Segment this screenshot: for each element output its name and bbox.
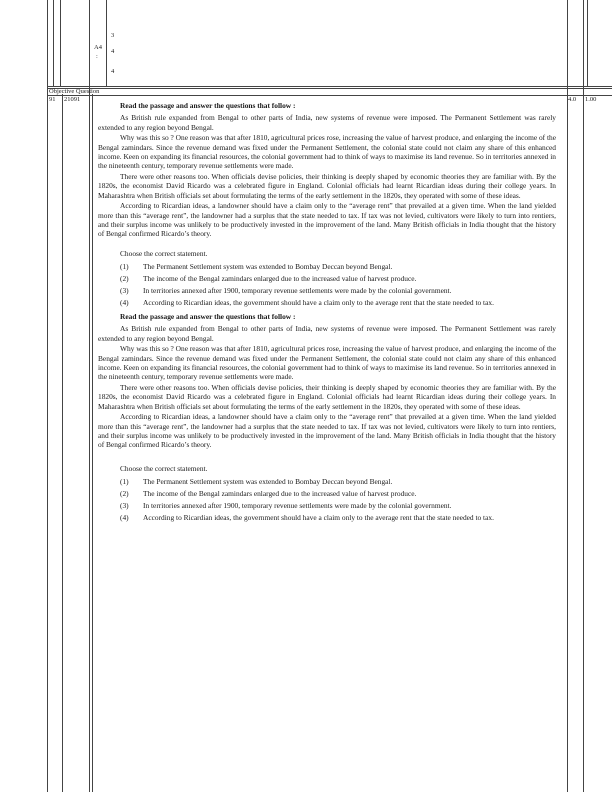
passage-paragraph: There were other reasons too. When officials devise policies, their thinking is deeply shaped by economic theories they are familiar with. By the 1820s, the economist David Ricardo was a celebrated figure in England. Colonial officials had learnt Ricardian ideas during their college years. In Maharashtra when British officials set about formulating the terms of the early settlement in the 1820s, they operated with some of these ideas.: [98, 383, 556, 411]
question-serial: 91: [49, 96, 56, 103]
question-prompt: Choose the correct statement.: [120, 463, 208, 473]
option-number: (4): [120, 512, 129, 522]
passage-paragraph: According to Ricardian ideas, a landowner should have a claim only to the “average rent” that prevailed at a given time. When the land yielded more than this “average rent”, the landowner had a surplus that the state needed to tax. If tax was not levied, cultivators were likely to turn into rentiers, and their surplus income was unlikely to be productively invested in the improvement of the land. Many British officials in India thought that the history of Bengal confirmed Ricardo’s theory.: [98, 201, 556, 239]
header-number-bottom: 4: [111, 68, 115, 75]
passage-heading: Read the passage and answer the questions that follow :: [120, 311, 296, 321]
column-divider-id-inner: [92, 94, 93, 792]
header-colon: :: [96, 53, 98, 60]
header-label-a4: A4: [94, 44, 102, 51]
option-number: (4): [120, 297, 129, 307]
option-number: (3): [120, 285, 129, 295]
question-negative-marks: 1.00: [585, 96, 597, 103]
option-number: (1): [120, 261, 129, 271]
passage-paragraph: As British rule expanded from Bengal to other parts of India, new systems of revenue were imposed. The Permanent Settlement was rarely extended to any region beyond Bengal.: [98, 324, 556, 343]
option-text: The income of the Bengal zamindars enlarged due to the increased value of harvest produce.: [143, 273, 417, 283]
question-content: [98, 101, 556, 524]
options-list: [98, 262, 556, 307]
header-number-top: 3: [111, 32, 115, 39]
option-number: (2): [120, 488, 129, 498]
row-divider-top: [47, 86, 612, 87]
option-text: According to Ricardian ideas, the government should have a claim only to the average rent that the state needed to tax.: [143, 512, 494, 522]
passage-paragraph: Why was this so ? One reason was that after 1810, agricultural prices rose, increasing the value of harvest produce, and enlarging the income of the Bengal zamindars. Since the revenue demand was fixed under the Permanent Settlement, the colonial state could not claim any share of this enhanced income. Keen on expanding its financial resources, the colonial government had to think of ways to maximise its land revenue. So in territories annexed in the nineteenth century, temporary revenue settlements were made.: [98, 133, 556, 171]
option-number: (3): [120, 500, 129, 510]
passage-paragraph: According to Ricardian ideas, a landowner should have a claim only to the “average rent” that prevailed at a given time. When the land yielded more than this “average rent”, the landowner had a surplus that the state needed to tax. If tax was not levied, cultivators were likely to turn into rentiers, and their surplus income was unlikely to be productively invested in the improvement of the land. Many British officials in India thought that the history of Bengal confirmed Ricardo’s theory.: [98, 412, 556, 450]
question-id: 21091: [64, 96, 81, 103]
table-border-left-inner: [53, 0, 54, 86]
options-list: [98, 477, 556, 522]
option-number: (1): [120, 476, 129, 486]
option-text: In territories annexed after 1900, temporary revenue settlements were made by the colonial government.: [143, 500, 452, 510]
row-divider-top2: [47, 88, 612, 89]
option-3[interactable]: [120, 501, 544, 510]
passage-paragraph: There were other reasons too. When officials devise policies, their thinking is deeply shaped by economic theories they are familiar with. By the 1820s, the economist David Ricardo was a celebrated figure in England. Colonial officials had learnt Ricardian ideas during their college years. In Maharashtra when British officials set about formulating the terms of the early settlement in the 1820s, they operated with some of these ideas.: [98, 172, 556, 200]
option-4[interactable]: [120, 298, 544, 307]
option-text: The Permanent Settlement system was extended to Bombay Deccan beyond Bengal.: [143, 476, 393, 486]
option-4[interactable]: [120, 513, 544, 522]
option-text: The Permanent Settlement system was extended to Bombay Deccan beyond Bengal.: [143, 261, 393, 271]
table-border-left-inner2: [60, 0, 61, 86]
passage-paragraph: Why was this so ? One reason was that after 1810, agricultural prices rose, increasing the value of harvest produce, and enlarging the income of the Bengal zamindars. Since the revenue demand was fixed under the Permanent Settlement, the colonial state could not claim any share of this enhanced income. Keen on expanding its financial resources, the colonial government had to think of ways to maximise its land revenue. So in territories annexed in the nineteenth century, temporary revenue settlements were made.: [98, 344, 556, 382]
header-number-mid: 4: [111, 48, 115, 55]
option-text: In territories annexed after 1900, temporary revenue settlements were made by the colonial government.: [143, 285, 452, 295]
option-2[interactable]: [120, 489, 544, 498]
option-3[interactable]: [120, 286, 544, 295]
passage-block-2: [98, 312, 556, 522]
column-divider-id: [89, 0, 90, 792]
question-type-label: Objective Question: [49, 88, 100, 95]
option-1[interactable]: [120, 477, 544, 486]
option-text: According to Ricardian ideas, the government should have a claim only to the average rent that the state needed to tax.: [143, 297, 494, 307]
passage-block-1: [98, 101, 556, 307]
option-number: (2): [120, 273, 129, 283]
option-1[interactable]: [120, 262, 544, 271]
column-divider-num: [106, 0, 107, 86]
column-divider-neg: [583, 0, 584, 792]
passage-heading: Read the passage and answer the questions that follow :: [120, 101, 296, 110]
column-divider-serial: [62, 94, 63, 792]
column-divider-neg-inner: [587, 0, 588, 86]
passage-paragraph: As British rule expanded from Bengal to other parts of India, new systems of revenue were imposed. The Permanent Settlement was rarely extended to any region beyond Bengal.: [98, 113, 556, 132]
question-prompt: Choose the correct statement.: [120, 248, 208, 258]
option-2[interactable]: [120, 274, 544, 283]
option-text: The income of the Bengal zamindars enlarged due to the increased value of harvest produce.: [143, 488, 417, 498]
table-border-left-outer: [47, 0, 48, 792]
column-divider-marks: [567, 0, 568, 792]
question-marks: 4.0: [568, 96, 577, 103]
row-divider-header: [47, 95, 612, 96]
